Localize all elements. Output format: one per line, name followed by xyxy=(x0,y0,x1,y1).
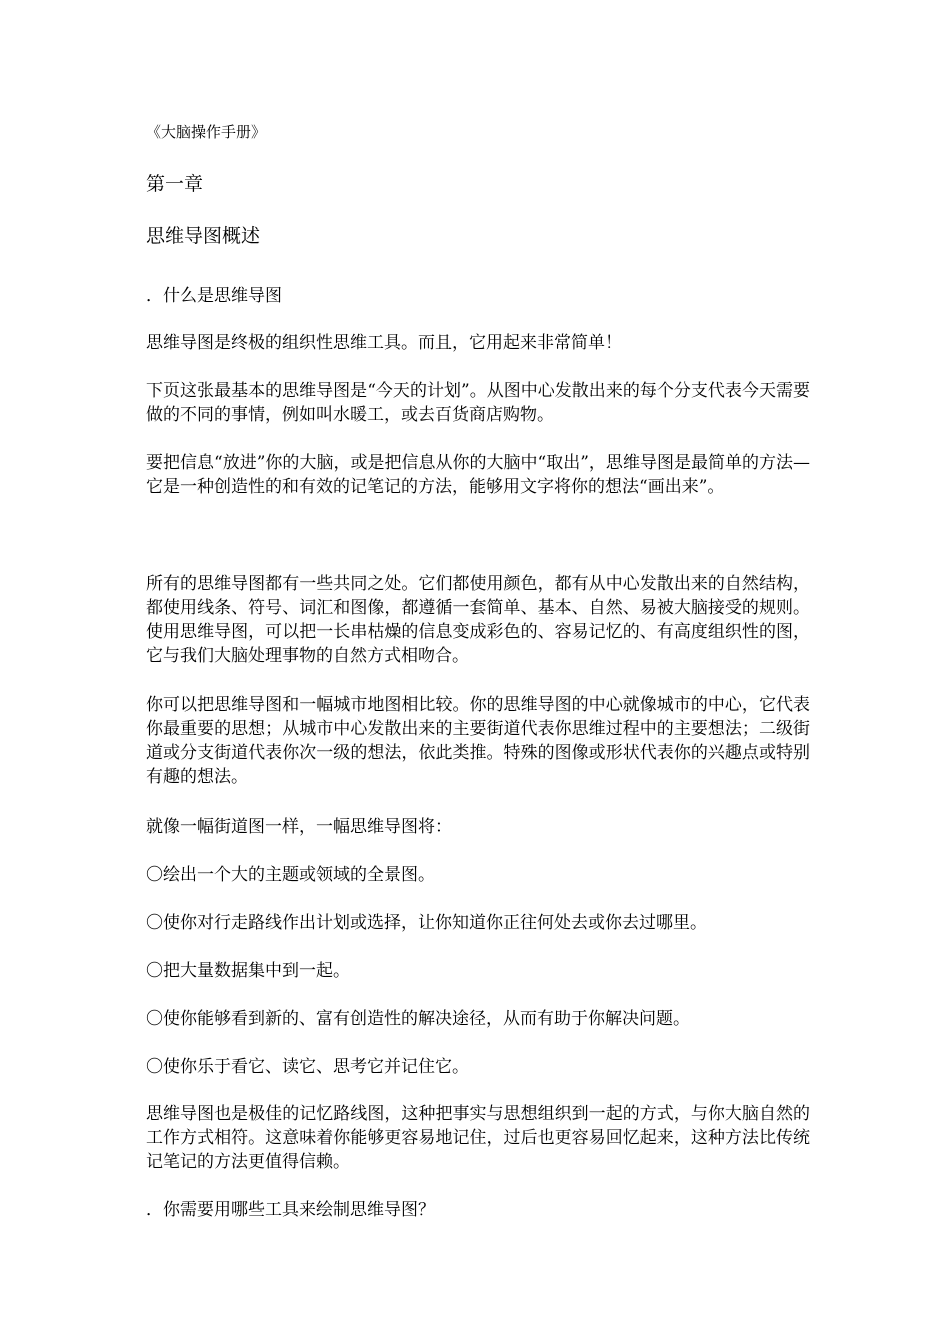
list-item: 〇使你乐于看它、读它、思考它并记住它。 xyxy=(146,1057,469,1077)
paragraph: 你可以把思维导图和一幅城市地图相比较。你的思维导图的中心就像城市的中心，它代表你最重要的思想；从城市中心发散出来的主要街道代表你思维过程中的主要想法；二级街道或分支街道代表你次一级的想法，依此类推。特殊的图像或形状代表你的兴趣点或特别有趣的想法。 xyxy=(146,695,810,787)
section-heading: ．什么是思维导图 xyxy=(146,286,282,306)
list-item: 〇使你能够看到新的、富有创造性的解决途径，从而有助于你解决问题。 xyxy=(146,1009,690,1029)
list-item: 〇把大量数据集中到一起。 xyxy=(146,961,350,981)
paragraph: 思维导图也是极佳的记忆路线图，这种把事实与思想组织到一起的方式，与你大脑自然的工作方式相符。这意味着你能够更容易地记住，过后也更容易回忆起来，这种方法比传统记笔记的方法更值得信赖。 xyxy=(146,1104,810,1172)
list-item: 〇绘出一个大的主题或领域的全景图。 xyxy=(146,865,435,885)
paragraph: 就像一幅街道图一样，一幅思维导图将： xyxy=(146,817,452,837)
book-title: 《大脑操作手册》 xyxy=(146,123,267,141)
section-heading: ．你需要用哪些工具来绘制思维导图？ xyxy=(146,1200,435,1220)
list-item: 〇使你对行走路线作出计划或选择，让你知道你正往何处去或你去过哪里。 xyxy=(146,913,707,933)
paragraph: 要把信息“放进”你的大脑，或是把信息从你的大脑中“取出”，思维导图是最简单的方法—它是一种创造性的和有效的记笔记的方法，能够用文字将你的想法“画出来”。 xyxy=(146,453,810,497)
paragraph: 所有的思维导图都有一些共同之处。它们都使用颜色，都有从中心发散出来的自然结构，都使用线条、符号、词汇和图像，都遵循一套简单、基本、自然、易被大脑接受的规则。使用思维导图，可以把一长串枯燥的信息变成彩色的、容易记忆的、有高度组织性的图，它与我们大脑处理事物的自然方式相吻合。 xyxy=(146,574,810,666)
chapter-title: 思维导图概述 xyxy=(146,225,261,247)
paragraph: 下页这张最基本的思维导图是“今天的计划”。从图中心发散出来的每个分支代表今天需要做的不同的事情，例如叫水暖工，或去百货商店购物。 xyxy=(146,381,810,425)
chapter-number: 第一章 xyxy=(146,173,204,195)
paragraph: 思维导图是终极的组织性思维工具。而且，它用起来非常简单！ xyxy=(146,333,622,353)
